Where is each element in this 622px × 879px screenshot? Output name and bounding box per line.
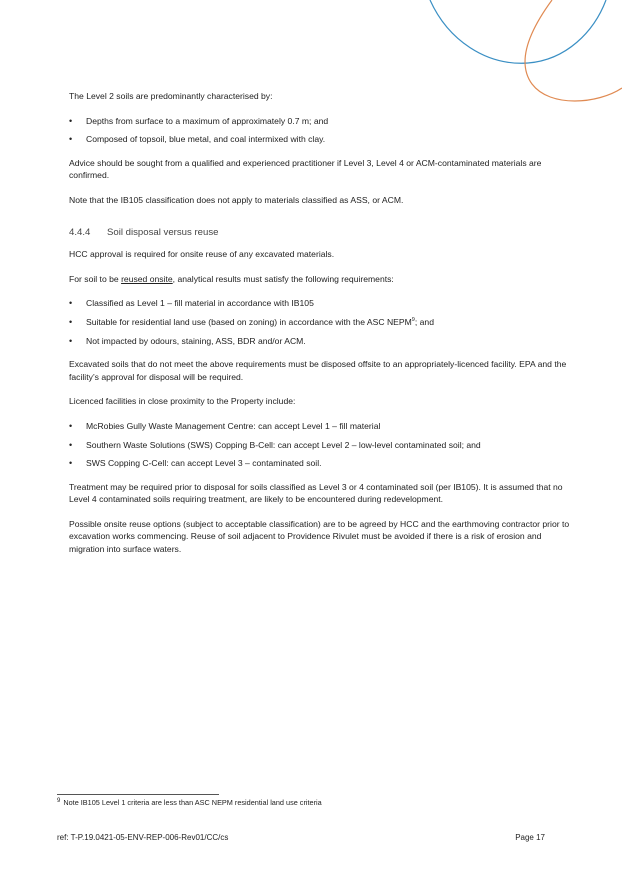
- requirements-list: [69, 297, 579, 347]
- intro-lead: The Level 2 soils are predominantly characterised by:: [69, 91, 273, 101]
- document-reference: ref: T-P.19.0421-05-ENV-REP-006-Rev01/CC/cs: [57, 833, 229, 842]
- list-item: • Southern Waste Solutions (SWS) Copping B-Cell: can accept Level 2 – low-level contaminated soil; and: [69, 439, 579, 452]
- section-title: Soil disposal versus reuse: [107, 226, 219, 238]
- facilities-lead: Licenced facilities in close proximity to the Property include:: [69, 396, 296, 407]
- reuse-suffix: , analytical results must satisfy the following requirements:: [172, 273, 394, 284]
- footnote-text: Note IB105 Level 1 criteria are less than ASC NEPM residential land use criteria: [63, 798, 322, 807]
- reuse-onsite-underlined: reused onsite: [121, 273, 173, 284]
- footnote-reference: 9: [411, 317, 415, 324]
- level2-list: [69, 115, 579, 146]
- note-paragraph: Note that the IB105 classification does not apply to materials classified as ASS, or ACM.: [69, 194, 404, 205]
- requirement-text: Suitable for residential land use (based on zoning) in accordance with the ASC NEPM: [86, 316, 412, 327]
- possible-reuse-paragraph: Possible onsite reuse options (subject to acceptable classification) are to be agreed by HCC and the earthmoving contractor prior to excavation works commencing. Reuse of soil adjacent to Providence Rivulet must be avoided if there is a risk of erosion and migration into surface waters.: [69, 518, 570, 555]
- blue-arc: [430, 0, 606, 63]
- list-item: • Composed of topsoil, blue metal, and coal intermixed with clay.: [69, 133, 579, 146]
- advice-paragraph: Advice should be sought from a qualified and experienced practitioner if Level 3, Level 4 or ACM-contaminated materials are confirmed.: [69, 157, 542, 181]
- approval-paragraph: HCC approval is required for onsite reuse of any excavated materials.: [69, 249, 335, 260]
- footnote-mark: 9: [57, 797, 61, 804]
- footnote-divider: [57, 794, 219, 795]
- orange-arc: [525, 0, 622, 101]
- list-item: • Not impacted by odours, staining, ASS, BDR and/or ACM.: [69, 335, 579, 348]
- requirement-tail: ; and: [414, 316, 434, 327]
- list-item: • McRobies Gully Waste Management Centre: can accept Level 1 – fill material: [69, 420, 579, 433]
- list-item: • Classified as Level 1 – fill material in accordance with IB105: [69, 297, 579, 310]
- section-number: 4.4.4: [69, 226, 91, 238]
- treatment-paragraph: Treatment may be required prior to disposal for soils classified as Level 3 or 4 contaminated soil (per IB105). It is assumed that no Level 4 contaminated soils requiring treatment, are likely to be encountered during redevelopment.: [69, 481, 563, 505]
- list-item: • SWS Copping C-Cell: can accept Level 3 – contaminated soil.: [69, 457, 579, 470]
- list-item: [69, 316, 579, 329]
- facilities-list: [69, 420, 579, 470]
- list-item: • Depths from surface to a maximum of approximately 0.7 m; and: [69, 115, 579, 128]
- excavated-paragraph: Excavated soils that do not meet the above requirements must be disposed offsite to an appropriately-licenced facility. EPA and the facility’s approval for disposal will be required.: [69, 359, 567, 382]
- body-content: [69, 90, 579, 568]
- reuse-prefix: For soil to be: [69, 273, 122, 284]
- reuse-paragraph: [69, 273, 579, 286]
- page-number: Page 17: [515, 833, 545, 842]
- section-heading: [69, 227, 579, 240]
- footnote: [57, 798, 322, 807]
